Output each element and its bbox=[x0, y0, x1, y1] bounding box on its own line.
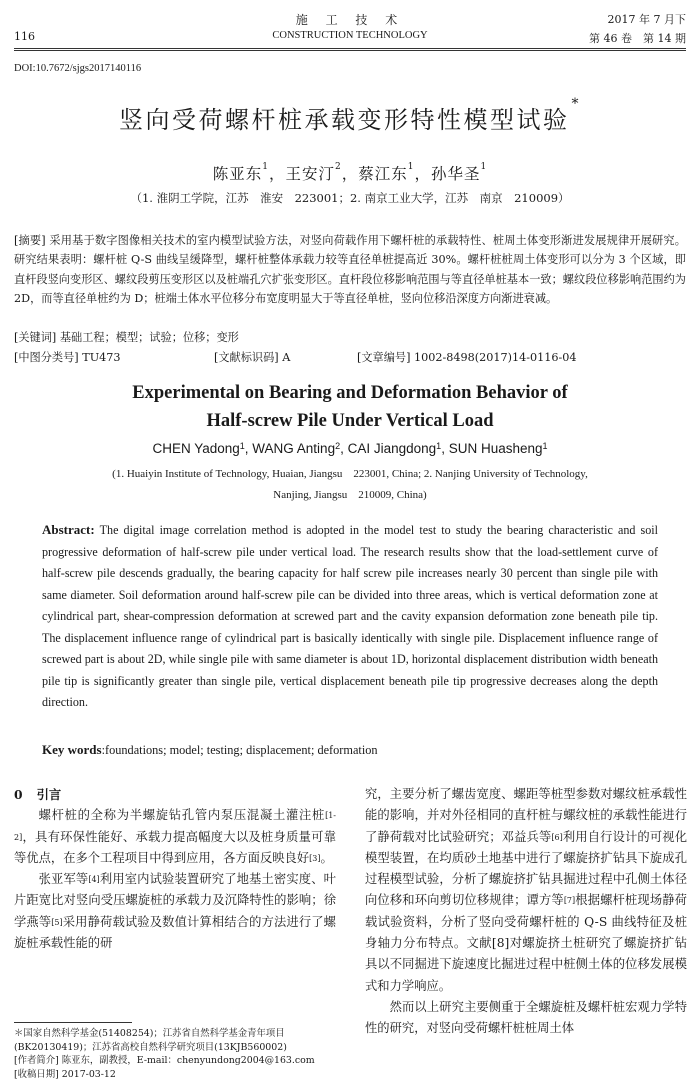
keywords-en: Key words:foundations; model; testing; displacement; deformation bbox=[42, 742, 658, 758]
citation: [4] bbox=[88, 875, 99, 884]
affiliation-en bbox=[40, 464, 660, 506]
citation: [1-2] bbox=[14, 811, 336, 841]
citation: [5] bbox=[51, 918, 62, 927]
author-cn: 王安汀 bbox=[285, 165, 335, 183]
paragraph: 然而以上研究主要侧重于全螺旋桩及螺杆桩宏观力学特性的研究，对竖向受荷螺杆桩桩周土体 bbox=[365, 997, 687, 1040]
citation: [7] bbox=[564, 896, 575, 905]
footnote-funding: ＊国家自然科学基金(51408254)；江苏省自然科学基金青年项目(BK20130419)；江苏省高校自然科学研究项目(13KJB560002) bbox=[14, 1027, 344, 1054]
doc-code bbox=[214, 349, 290, 365]
clc-value: TU473 bbox=[82, 351, 120, 364]
title-cn-text: 竖向受荷螺杆桩承载变形特性模型试验 bbox=[119, 106, 570, 134]
header-rule-thin bbox=[14, 50, 686, 51]
footnote-rule bbox=[14, 1022, 132, 1023]
affiliation-en-line: (1. Huaiyin Institute of Technology, Huaian, Jiangsu 223001, China; 2. Nanjing University of Technology, bbox=[40, 464, 660, 485]
paragraph: 究，主要分析了螺齿宽度、螺距等桩型参数对螺纹桩承载性能的影响，并对外径相同的直杆桩与螺纹桩的承载性能进行了静荷载对比试验研究；邓益兵等[6]利用自行设计的可视化模型装置，在均质砂土地基中进行了螺旋挤扩钻具下旋成孔过程模型试验，分析了螺旋挤扩钻具掘进过程中孔侧土体径向位移和环向剪切位移规律；谭方等[7]根据螺杆桩现场静荷载试验资料，分析了竖向受荷螺杆桩的 Q-S 曲线特征及桩身轴力分布特点。文献[8]对螺旋挤土桩研究了螺旋挤扩钻具以不同掘进下旋速度比掘进过程中桩侧土体的位移发展模式和力学响应。 bbox=[365, 784, 687, 997]
running-header bbox=[14, 8, 686, 48]
doc-code-value: A bbox=[282, 351, 290, 364]
author-en: CHEN Yadong bbox=[152, 441, 239, 456]
keywords-cn-label: [关键词] bbox=[14, 331, 56, 344]
authors-cn: 陈亚东$^1$，王安汀$^2$，蔡江东$^1$，孙华圣$^1$ bbox=[0, 162, 700, 184]
footnote-received: [收稿日期] 2017-03-12 bbox=[14, 1068, 344, 1081]
abstract-cn-text: 采用基于数字图像相关技术的室内模型试验方法，对竖向荷载作用下螺杆桩的承载特性、桩周土体变形渐进发展规律开展研究。研究结果表明：螺杆桩 Q-S 曲线呈缓降型，螺杆桩整体承载力较等直径单桩提高近 30%。螺杆桩桩周土体变形可以分为 3 个区域，即直杆段竖向变形区、螺纹段剪压变形区以及桩端孔穴扩张变形区。直杆段位移影响范围与等直径单桩基本一致；螺纹段位移影响范围约为 2D，而等直径单桩约为 D；桩端土体水平位移分布宽度明显大于等直径单桩，竖向位移沿深度方向渐进衰减。 bbox=[14, 234, 686, 305]
journal-name-cn: 施 工 技 术 bbox=[14, 11, 686, 28]
authors-en: CHEN Yadong$^1$, WANG Anting$^2$, CAI Jiangdong$^1$, SUN Huasheng$^1$ bbox=[0, 441, 700, 456]
page-number: 116 bbox=[14, 30, 35, 43]
article-no-value: 1002-8498(2017)14-0116-04 bbox=[414, 351, 576, 364]
aff-mark: 1 bbox=[543, 441, 548, 451]
article-number bbox=[357, 349, 576, 365]
author-en: CAI Jiangdong bbox=[348, 441, 437, 456]
volume-issue: 第 46 卷 第 14 期 bbox=[589, 30, 686, 46]
paragraph: 张亚军等[4]利用室内试验装置研究了地基土密实度、叶片距宽比对竖向受压螺旋桩的承载力及沉降特性的影响；徐学燕等[5]采用静荷载试验及数值计算相结合的方法进行了螺旋桩承载性能的研 bbox=[14, 869, 336, 954]
section-number: 0 bbox=[14, 787, 23, 802]
abstract-en-label: Abstract bbox=[42, 522, 90, 537]
footnote-author: [作者简介] 陈亚东，副教授，E-mail：chenyundong2004@163.com bbox=[14, 1054, 344, 1068]
title-en-line: Half-screw Pile Under Vertical Load bbox=[0, 407, 700, 435]
title-footnote-mark: * bbox=[572, 96, 582, 112]
author-en: WANG Anting bbox=[252, 441, 335, 456]
title-en-line: Experimental on Bearing and Deformation Behavior of bbox=[0, 379, 700, 407]
title-cn bbox=[0, 100, 700, 135]
doi: DOI:10.7672/sjgs2017140116 bbox=[14, 63, 141, 74]
aff-mark: 1 bbox=[481, 162, 488, 172]
author-en: SUN Huasheng bbox=[449, 441, 543, 456]
abstract-en: Abstract: The digital image correlation method is adopted in the model test to study the bearing characteristic and soil progressive deformation of half-screw pile under vertical load. The research results show that the load-settlement curve of half-screw pile descends gradually, the bearing capacity for half screw pile increases nearly 30 percent than single pile with same diameter. Soil deformation around half-screw pile can be divided into three areas, which is vertical deformation zone at cylindrical part, shear-compression deformation at screwed part and the cavity expansion deformation zone beneath pile tip. The displacement influence range of cylindrical part is basically identically with single pile. Displacement influence range of screwed part is about 2D, while single pile with same diameter is about 1D, horizontal displacement distribution width beneath pile tip is significantly greater than single pile, vertical displacement beneath pile tip progressive decreases along the depth direction. bbox=[42, 519, 658, 714]
header-rule bbox=[14, 48, 686, 49]
abstract-cn-label: [摘要] bbox=[14, 234, 46, 247]
title-en bbox=[0, 379, 700, 435]
aff-mark: 1 bbox=[240, 441, 245, 451]
aff-mark: 1 bbox=[408, 162, 415, 172]
affiliation-cn: （1. 淮阴工学院，江苏 淮安 223001；2. 南京工业大学，江苏 南京 210009） bbox=[0, 190, 700, 206]
issue-date: 2017 年 7 月下 bbox=[608, 11, 686, 27]
clc-label: [中图分类号] bbox=[14, 351, 79, 364]
classification-row bbox=[14, 349, 686, 365]
body-column-left bbox=[14, 784, 336, 954]
abstract-en-text: The digital image correlation method is adopted in the model test to study the bearing characteristic and soil progressive deformation of half-screw pile under vertical load. The research results show that the load-settlement curve of half-screw pile descends gradually, the bearing capacity for half screw pile increases nearly 30 percent than single pile with same diameter. Soil deformation around half-screw pile can be divided into three areas, which is vertical deformation zone at cylindrical part, shear-compression deformation at screwed part and the cavity expansion deformation zone beneath pile tip. The displacement influence range of cylindrical part is basically identically with single pile. Displacement influence range of screwed part is about 2D, while single pile with same diameter is about 1D, horizontal displacement distribution width beneath pile tip is significantly greater than single pile, vertical displacement beneath pile tip progressive decreases along the depth direction. bbox=[42, 523, 658, 709]
aff-mark: 2 bbox=[335, 441, 340, 451]
author-cn: 孙华圣 bbox=[431, 165, 481, 183]
aff-mark: 1 bbox=[262, 162, 269, 172]
keywords-en-text: foundations; model; testing; displacement; deformation bbox=[105, 743, 378, 757]
keywords-en-label: Key words bbox=[42, 742, 102, 757]
keywords-cn bbox=[14, 329, 239, 345]
doc-code-label: [文献标识码] bbox=[214, 351, 279, 364]
section-title: 引言 bbox=[37, 787, 62, 802]
footnotes bbox=[14, 1027, 344, 1081]
citation: [6] bbox=[551, 833, 562, 842]
body-column-right bbox=[365, 784, 687, 1040]
aff-mark: 2 bbox=[335, 162, 342, 172]
journal-name-en: CONSTRUCTION TECHNOLOGY bbox=[14, 30, 686, 41]
aff-mark: 1 bbox=[436, 441, 441, 451]
author-cn: 陈亚东 bbox=[213, 165, 263, 183]
affiliation-en-line: Nanjing, Jiangsu 210009, China) bbox=[40, 485, 660, 506]
keywords-cn-text: 基础工程；模型；试验；位移；变形 bbox=[60, 331, 239, 344]
citation: [3] bbox=[309, 854, 320, 863]
paragraph: 螺杆桩的全称为半螺旋钻孔管内泵压混凝土灌注桩[1-2]，具有环保性能好、承载力提高幅度大以及桩身质量可靠等优点，在多个工程项目中得到应用，各方面反映良好[3]。 bbox=[14, 805, 336, 869]
article-no-label: [文章编号] bbox=[357, 351, 410, 364]
abstract-cn bbox=[14, 231, 686, 309]
section-heading bbox=[14, 784, 336, 805]
clc-code bbox=[14, 349, 120, 365]
author-cn: 蔡江东 bbox=[358, 165, 408, 183]
